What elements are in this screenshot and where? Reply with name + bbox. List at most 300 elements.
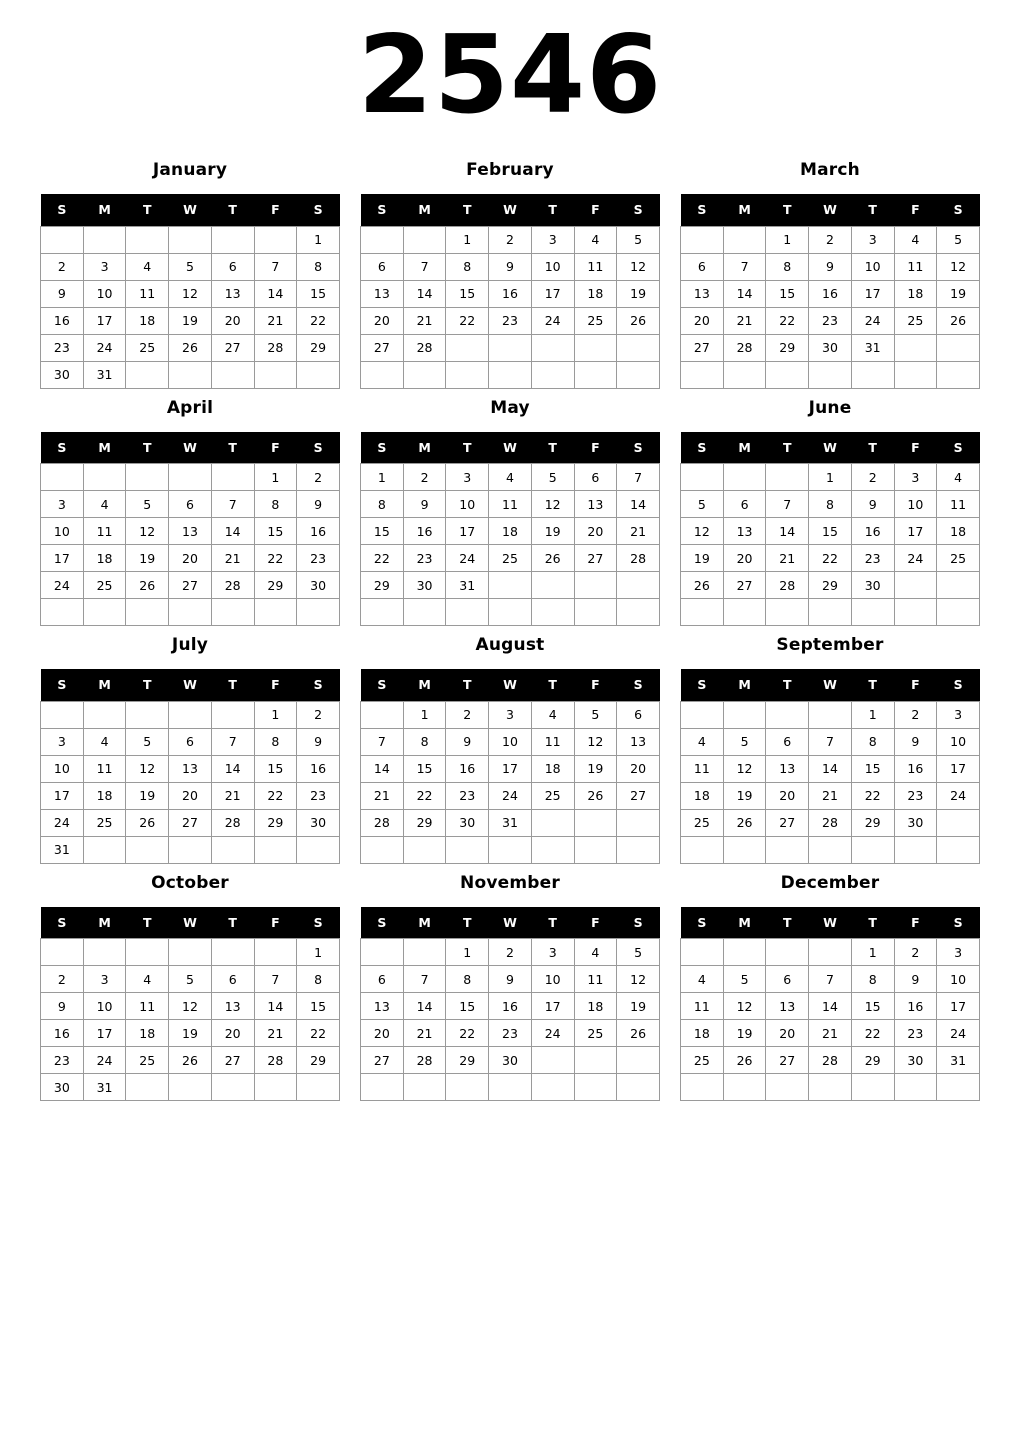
- day-cell[interactable]: 18: [681, 1020, 724, 1047]
- day-cell[interactable]: 1: [851, 939, 894, 966]
- day-cell[interactable]: 9: [489, 966, 532, 993]
- day-cell[interactable]: 30: [41, 1074, 84, 1101]
- day-cell[interactable]: 23: [489, 1020, 532, 1047]
- day-cell[interactable]: 1: [403, 701, 446, 728]
- day-cell[interactable]: 11: [894, 253, 937, 280]
- day-cell[interactable]: 15: [809, 518, 852, 545]
- day-cell[interactable]: 31: [851, 334, 894, 361]
- day-cell[interactable]: 24: [83, 1047, 126, 1074]
- day-cell[interactable]: 21: [254, 1020, 297, 1047]
- day-cell[interactable]: 7: [403, 966, 446, 993]
- day-cell[interactable]: 7: [403, 253, 446, 280]
- day-cell[interactable]: 6: [723, 491, 766, 518]
- day-cell[interactable]: 6: [211, 253, 254, 280]
- day-cell[interactable]: 12: [617, 966, 660, 993]
- day-cell[interactable]: 19: [531, 518, 574, 545]
- day-cell[interactable]: 21: [723, 307, 766, 334]
- day-cell[interactable]: 29: [403, 809, 446, 836]
- day-cell[interactable]: 14: [254, 280, 297, 307]
- day-cell[interactable]: 29: [851, 1047, 894, 1074]
- day-cell[interactable]: 26: [169, 1047, 212, 1074]
- day-cell[interactable]: 26: [723, 809, 766, 836]
- day-cell[interactable]: 1: [446, 226, 489, 253]
- day-cell[interactable]: 2: [446, 701, 489, 728]
- day-cell[interactable]: 4: [126, 966, 169, 993]
- day-cell[interactable]: 11: [83, 755, 126, 782]
- day-cell[interactable]: 3: [489, 701, 532, 728]
- day-cell[interactable]: 4: [937, 464, 980, 491]
- day-cell[interactable]: 2: [297, 701, 340, 728]
- day-cell[interactable]: 11: [531, 728, 574, 755]
- day-cell[interactable]: 31: [83, 1074, 126, 1101]
- day-cell[interactable]: 18: [83, 782, 126, 809]
- day-cell[interactable]: 9: [297, 491, 340, 518]
- day-cell[interactable]: 1: [361, 464, 404, 491]
- day-cell[interactable]: 15: [403, 755, 446, 782]
- day-cell[interactable]: 15: [446, 993, 489, 1020]
- day-cell[interactable]: 18: [126, 1020, 169, 1047]
- day-cell[interactable]: 17: [83, 1020, 126, 1047]
- day-cell[interactable]: 2: [41, 966, 84, 993]
- day-cell[interactable]: 31: [83, 361, 126, 388]
- day-cell[interactable]: 2: [489, 226, 532, 253]
- day-cell[interactable]: 13: [681, 280, 724, 307]
- day-cell[interactable]: 12: [169, 993, 212, 1020]
- day-cell[interactable]: 3: [851, 226, 894, 253]
- day-cell[interactable]: 12: [126, 755, 169, 782]
- day-cell[interactable]: 30: [297, 809, 340, 836]
- day-cell[interactable]: 22: [809, 545, 852, 572]
- day-cell[interactable]: 29: [446, 1047, 489, 1074]
- day-cell[interactable]: 9: [809, 253, 852, 280]
- day-cell[interactable]: 22: [297, 1020, 340, 1047]
- day-cell[interactable]: 22: [254, 782, 297, 809]
- day-cell[interactable]: 17: [489, 755, 532, 782]
- day-cell[interactable]: 20: [766, 782, 809, 809]
- day-cell[interactable]: 23: [41, 334, 84, 361]
- day-cell[interactable]: 3: [937, 939, 980, 966]
- day-cell[interactable]: 2: [851, 464, 894, 491]
- day-cell[interactable]: 11: [574, 253, 617, 280]
- day-cell[interactable]: 20: [211, 1020, 254, 1047]
- day-cell[interactable]: 25: [681, 1047, 724, 1074]
- day-cell[interactable]: 15: [254, 755, 297, 782]
- day-cell[interactable]: 11: [574, 966, 617, 993]
- day-cell[interactable]: 27: [361, 1047, 404, 1074]
- day-cell[interactable]: 14: [361, 755, 404, 782]
- day-cell[interactable]: 25: [126, 1047, 169, 1074]
- day-cell[interactable]: 7: [723, 253, 766, 280]
- day-cell[interactable]: 27: [169, 572, 212, 599]
- day-cell[interactable]: 4: [83, 728, 126, 755]
- day-cell[interactable]: 18: [681, 782, 724, 809]
- day-cell[interactable]: 28: [617, 545, 660, 572]
- day-cell[interactable]: 16: [297, 518, 340, 545]
- day-cell[interactable]: 24: [937, 782, 980, 809]
- day-cell[interactable]: 31: [41, 836, 84, 863]
- day-cell[interactable]: 6: [211, 966, 254, 993]
- day-cell[interactable]: 16: [489, 993, 532, 1020]
- day-cell[interactable]: 13: [361, 280, 404, 307]
- day-cell[interactable]: 30: [809, 334, 852, 361]
- day-cell[interactable]: 19: [126, 545, 169, 572]
- day-cell[interactable]: 7: [254, 966, 297, 993]
- day-cell[interactable]: 13: [169, 755, 212, 782]
- day-cell[interactable]: 24: [937, 1020, 980, 1047]
- day-cell[interactable]: 23: [894, 1020, 937, 1047]
- day-cell[interactable]: 10: [937, 966, 980, 993]
- day-cell[interactable]: 29: [809, 572, 852, 599]
- day-cell[interactable]: 4: [489, 464, 532, 491]
- day-cell[interactable]: 25: [489, 545, 532, 572]
- day-cell[interactable]: 29: [766, 334, 809, 361]
- day-cell[interactable]: 20: [169, 545, 212, 572]
- day-cell[interactable]: 27: [723, 572, 766, 599]
- day-cell[interactable]: 7: [766, 491, 809, 518]
- day-cell[interactable]: 28: [809, 809, 852, 836]
- day-cell[interactable]: 21: [254, 307, 297, 334]
- day-cell[interactable]: 12: [574, 728, 617, 755]
- day-cell[interactable]: 3: [41, 491, 84, 518]
- day-cell[interactable]: 8: [809, 491, 852, 518]
- day-cell[interactable]: 3: [41, 728, 84, 755]
- day-cell[interactable]: 30: [403, 572, 446, 599]
- day-cell[interactable]: 25: [83, 572, 126, 599]
- day-cell[interactable]: 18: [894, 280, 937, 307]
- day-cell[interactable]: 28: [254, 1047, 297, 1074]
- day-cell[interactable]: 30: [894, 1047, 937, 1074]
- day-cell[interactable]: 14: [766, 518, 809, 545]
- day-cell[interactable]: 5: [169, 253, 212, 280]
- day-cell[interactable]: 10: [489, 728, 532, 755]
- day-cell[interactable]: 25: [574, 1020, 617, 1047]
- day-cell[interactable]: 1: [851, 701, 894, 728]
- day-cell[interactable]: 14: [617, 491, 660, 518]
- day-cell[interactable]: 7: [617, 464, 660, 491]
- day-cell[interactable]: 23: [297, 782, 340, 809]
- day-cell[interactable]: 9: [894, 966, 937, 993]
- day-cell[interactable]: 24: [531, 1020, 574, 1047]
- day-cell[interactable]: 8: [254, 491, 297, 518]
- day-cell[interactable]: 8: [446, 253, 489, 280]
- day-cell[interactable]: 5: [574, 701, 617, 728]
- day-cell[interactable]: 9: [41, 280, 84, 307]
- day-cell[interactable]: 29: [297, 334, 340, 361]
- day-cell[interactable]: 4: [126, 253, 169, 280]
- day-cell[interactable]: 31: [489, 809, 532, 836]
- day-cell[interactable]: 22: [254, 545, 297, 572]
- day-cell[interactable]: 26: [126, 809, 169, 836]
- day-cell[interactable]: 29: [297, 1047, 340, 1074]
- day-cell[interactable]: 3: [83, 966, 126, 993]
- day-cell[interactable]: 20: [723, 545, 766, 572]
- day-cell[interactable]: 16: [41, 307, 84, 334]
- day-cell[interactable]: 18: [937, 518, 980, 545]
- day-cell[interactable]: 23: [403, 545, 446, 572]
- day-cell[interactable]: 28: [403, 1047, 446, 1074]
- day-cell[interactable]: 17: [937, 993, 980, 1020]
- day-cell[interactable]: 12: [169, 280, 212, 307]
- day-cell[interactable]: 25: [894, 307, 937, 334]
- day-cell[interactable]: 21: [617, 518, 660, 545]
- day-cell[interactable]: 1: [254, 464, 297, 491]
- day-cell[interactable]: 8: [446, 966, 489, 993]
- day-cell[interactable]: 5: [723, 728, 766, 755]
- day-cell[interactable]: 28: [361, 809, 404, 836]
- day-cell[interactable]: 2: [894, 701, 937, 728]
- day-cell[interactable]: 3: [446, 464, 489, 491]
- day-cell[interactable]: 1: [766, 226, 809, 253]
- day-cell[interactable]: 12: [126, 518, 169, 545]
- day-cell[interactable]: 14: [809, 755, 852, 782]
- day-cell[interactable]: 18: [489, 518, 532, 545]
- day-cell[interactable]: 29: [254, 809, 297, 836]
- day-cell[interactable]: 3: [894, 464, 937, 491]
- day-cell[interactable]: 13: [574, 491, 617, 518]
- day-cell[interactable]: 22: [851, 1020, 894, 1047]
- day-cell[interactable]: 8: [297, 966, 340, 993]
- day-cell[interactable]: 15: [851, 755, 894, 782]
- day-cell[interactable]: 26: [617, 1020, 660, 1047]
- day-cell[interactable]: 7: [809, 728, 852, 755]
- day-cell[interactable]: 5: [126, 728, 169, 755]
- day-cell[interactable]: 9: [894, 728, 937, 755]
- day-cell[interactable]: 13: [766, 755, 809, 782]
- day-cell[interactable]: 2: [403, 464, 446, 491]
- day-cell[interactable]: 18: [574, 993, 617, 1020]
- day-cell[interactable]: 2: [894, 939, 937, 966]
- day-cell[interactable]: 6: [361, 966, 404, 993]
- day-cell[interactable]: 25: [937, 545, 980, 572]
- day-cell[interactable]: 5: [169, 966, 212, 993]
- day-cell[interactable]: 17: [894, 518, 937, 545]
- day-cell[interactable]: 19: [723, 1020, 766, 1047]
- day-cell[interactable]: 17: [41, 782, 84, 809]
- day-cell[interactable]: 6: [681, 253, 724, 280]
- day-cell[interactable]: 28: [766, 572, 809, 599]
- day-cell[interactable]: 28: [211, 572, 254, 599]
- day-cell[interactable]: 26: [531, 545, 574, 572]
- day-cell[interactable]: 5: [617, 939, 660, 966]
- day-cell[interactable]: 14: [723, 280, 766, 307]
- day-cell[interactable]: 27: [211, 334, 254, 361]
- day-cell[interactable]: 17: [851, 280, 894, 307]
- day-cell[interactable]: 18: [126, 307, 169, 334]
- day-cell[interactable]: 10: [446, 491, 489, 518]
- day-cell[interactable]: 8: [851, 728, 894, 755]
- day-cell[interactable]: 16: [403, 518, 446, 545]
- day-cell[interactable]: 14: [211, 518, 254, 545]
- day-cell[interactable]: 31: [937, 1047, 980, 1074]
- day-cell[interactable]: 27: [169, 809, 212, 836]
- day-cell[interactable]: 27: [574, 545, 617, 572]
- day-cell[interactable]: 6: [361, 253, 404, 280]
- day-cell[interactable]: 20: [766, 1020, 809, 1047]
- day-cell[interactable]: 22: [361, 545, 404, 572]
- day-cell[interactable]: 21: [403, 307, 446, 334]
- day-cell[interactable]: 7: [809, 966, 852, 993]
- day-cell[interactable]: 26: [681, 572, 724, 599]
- day-cell[interactable]: 30: [489, 1047, 532, 1074]
- day-cell[interactable]: 7: [361, 728, 404, 755]
- day-cell[interactable]: 7: [211, 491, 254, 518]
- day-cell[interactable]: 13: [617, 728, 660, 755]
- day-cell[interactable]: 3: [531, 939, 574, 966]
- day-cell[interactable]: 11: [681, 755, 724, 782]
- day-cell[interactable]: 3: [531, 226, 574, 253]
- day-cell[interactable]: 27: [361, 334, 404, 361]
- day-cell[interactable]: 13: [169, 518, 212, 545]
- day-cell[interactable]: 13: [723, 518, 766, 545]
- day-cell[interactable]: 18: [531, 755, 574, 782]
- day-cell[interactable]: 20: [361, 307, 404, 334]
- day-cell[interactable]: 2: [41, 253, 84, 280]
- day-cell[interactable]: 10: [937, 728, 980, 755]
- day-cell[interactable]: 9: [446, 728, 489, 755]
- day-cell[interactable]: 31: [446, 572, 489, 599]
- day-cell[interactable]: 22: [446, 307, 489, 334]
- day-cell[interactable]: 1: [809, 464, 852, 491]
- day-cell[interactable]: 5: [723, 966, 766, 993]
- day-cell[interactable]: 12: [937, 253, 980, 280]
- day-cell[interactable]: 26: [574, 782, 617, 809]
- day-cell[interactable]: 11: [489, 491, 532, 518]
- day-cell[interactable]: 14: [403, 993, 446, 1020]
- day-cell[interactable]: 6: [766, 728, 809, 755]
- day-cell[interactable]: 21: [403, 1020, 446, 1047]
- day-cell[interactable]: 24: [894, 545, 937, 572]
- day-cell[interactable]: 28: [403, 334, 446, 361]
- day-cell[interactable]: 30: [41, 361, 84, 388]
- day-cell[interactable]: 10: [41, 755, 84, 782]
- day-cell[interactable]: 4: [574, 939, 617, 966]
- day-cell[interactable]: 16: [297, 755, 340, 782]
- day-cell[interactable]: 21: [766, 545, 809, 572]
- day-cell[interactable]: 10: [531, 253, 574, 280]
- day-cell[interactable]: 17: [531, 993, 574, 1020]
- day-cell[interactable]: 12: [723, 993, 766, 1020]
- day-cell[interactable]: 5: [681, 491, 724, 518]
- day-cell[interactable]: 10: [531, 966, 574, 993]
- day-cell[interactable]: 17: [41, 545, 84, 572]
- day-cell[interactable]: 23: [297, 545, 340, 572]
- day-cell[interactable]: 1: [297, 226, 340, 253]
- day-cell[interactable]: 17: [83, 307, 126, 334]
- day-cell[interactable]: 25: [681, 809, 724, 836]
- day-cell[interactable]: 12: [681, 518, 724, 545]
- day-cell[interactable]: 24: [41, 809, 84, 836]
- day-cell[interactable]: 25: [531, 782, 574, 809]
- day-cell[interactable]: 11: [937, 491, 980, 518]
- day-cell[interactable]: 21: [211, 545, 254, 572]
- day-cell[interactable]: 30: [894, 809, 937, 836]
- day-cell[interactable]: 9: [297, 728, 340, 755]
- day-cell[interactable]: 10: [83, 993, 126, 1020]
- day-cell[interactable]: 17: [446, 518, 489, 545]
- day-cell[interactable]: 8: [766, 253, 809, 280]
- day-cell[interactable]: 1: [297, 939, 340, 966]
- day-cell[interactable]: 6: [169, 491, 212, 518]
- day-cell[interactable]: 25: [83, 809, 126, 836]
- day-cell[interactable]: 22: [766, 307, 809, 334]
- day-cell[interactable]: 8: [297, 253, 340, 280]
- day-cell[interactable]: 11: [126, 993, 169, 1020]
- day-cell[interactable]: 28: [723, 334, 766, 361]
- day-cell[interactable]: 14: [254, 993, 297, 1020]
- day-cell[interactable]: 15: [361, 518, 404, 545]
- day-cell[interactable]: 30: [446, 809, 489, 836]
- day-cell[interactable]: 19: [574, 755, 617, 782]
- day-cell[interactable]: 24: [489, 782, 532, 809]
- day-cell[interactable]: 16: [894, 993, 937, 1020]
- day-cell[interactable]: 4: [894, 226, 937, 253]
- day-cell[interactable]: 19: [681, 545, 724, 572]
- day-cell[interactable]: 9: [41, 993, 84, 1020]
- day-cell[interactable]: 25: [574, 307, 617, 334]
- day-cell[interactable]: 19: [617, 993, 660, 1020]
- day-cell[interactable]: 30: [297, 572, 340, 599]
- day-cell[interactable]: 6: [617, 701, 660, 728]
- day-cell[interactable]: 21: [211, 782, 254, 809]
- day-cell[interactable]: 10: [894, 491, 937, 518]
- day-cell[interactable]: 6: [766, 966, 809, 993]
- day-cell[interactable]: 19: [723, 782, 766, 809]
- day-cell[interactable]: 28: [809, 1047, 852, 1074]
- day-cell[interactable]: 21: [809, 1020, 852, 1047]
- day-cell[interactable]: 12: [617, 253, 660, 280]
- day-cell[interactable]: 16: [41, 1020, 84, 1047]
- day-cell[interactable]: 27: [681, 334, 724, 361]
- day-cell[interactable]: 5: [617, 226, 660, 253]
- day-cell[interactable]: 16: [894, 755, 937, 782]
- day-cell[interactable]: 8: [851, 966, 894, 993]
- day-cell[interactable]: 14: [403, 280, 446, 307]
- day-cell[interactable]: 24: [83, 334, 126, 361]
- day-cell[interactable]: 5: [937, 226, 980, 253]
- day-cell[interactable]: 2: [297, 464, 340, 491]
- day-cell[interactable]: 16: [851, 518, 894, 545]
- day-cell[interactable]: 22: [446, 1020, 489, 1047]
- day-cell[interactable]: 12: [531, 491, 574, 518]
- day-cell[interactable]: 13: [211, 280, 254, 307]
- day-cell[interactable]: 11: [83, 518, 126, 545]
- day-cell[interactable]: 9: [489, 253, 532, 280]
- day-cell[interactable]: 26: [617, 307, 660, 334]
- day-cell[interactable]: 15: [297, 280, 340, 307]
- day-cell[interactable]: 24: [851, 307, 894, 334]
- day-cell[interactable]: 1: [254, 701, 297, 728]
- day-cell[interactable]: 18: [574, 280, 617, 307]
- day-cell[interactable]: 25: [126, 334, 169, 361]
- day-cell[interactable]: 14: [809, 993, 852, 1020]
- day-cell[interactable]: 10: [41, 518, 84, 545]
- day-cell[interactable]: 26: [723, 1047, 766, 1074]
- day-cell[interactable]: 27: [211, 1047, 254, 1074]
- day-cell[interactable]: 11: [681, 993, 724, 1020]
- day-cell[interactable]: 23: [446, 782, 489, 809]
- day-cell[interactable]: 3: [937, 701, 980, 728]
- day-cell[interactable]: 1: [446, 939, 489, 966]
- day-cell[interactable]: 6: [574, 464, 617, 491]
- day-cell[interactable]: 20: [617, 755, 660, 782]
- day-cell[interactable]: 23: [809, 307, 852, 334]
- day-cell[interactable]: 18: [83, 545, 126, 572]
- day-cell[interactable]: 24: [41, 572, 84, 599]
- day-cell[interactable]: 17: [531, 280, 574, 307]
- day-cell[interactable]: 21: [361, 782, 404, 809]
- day-cell[interactable]: 26: [937, 307, 980, 334]
- day-cell[interactable]: 15: [766, 280, 809, 307]
